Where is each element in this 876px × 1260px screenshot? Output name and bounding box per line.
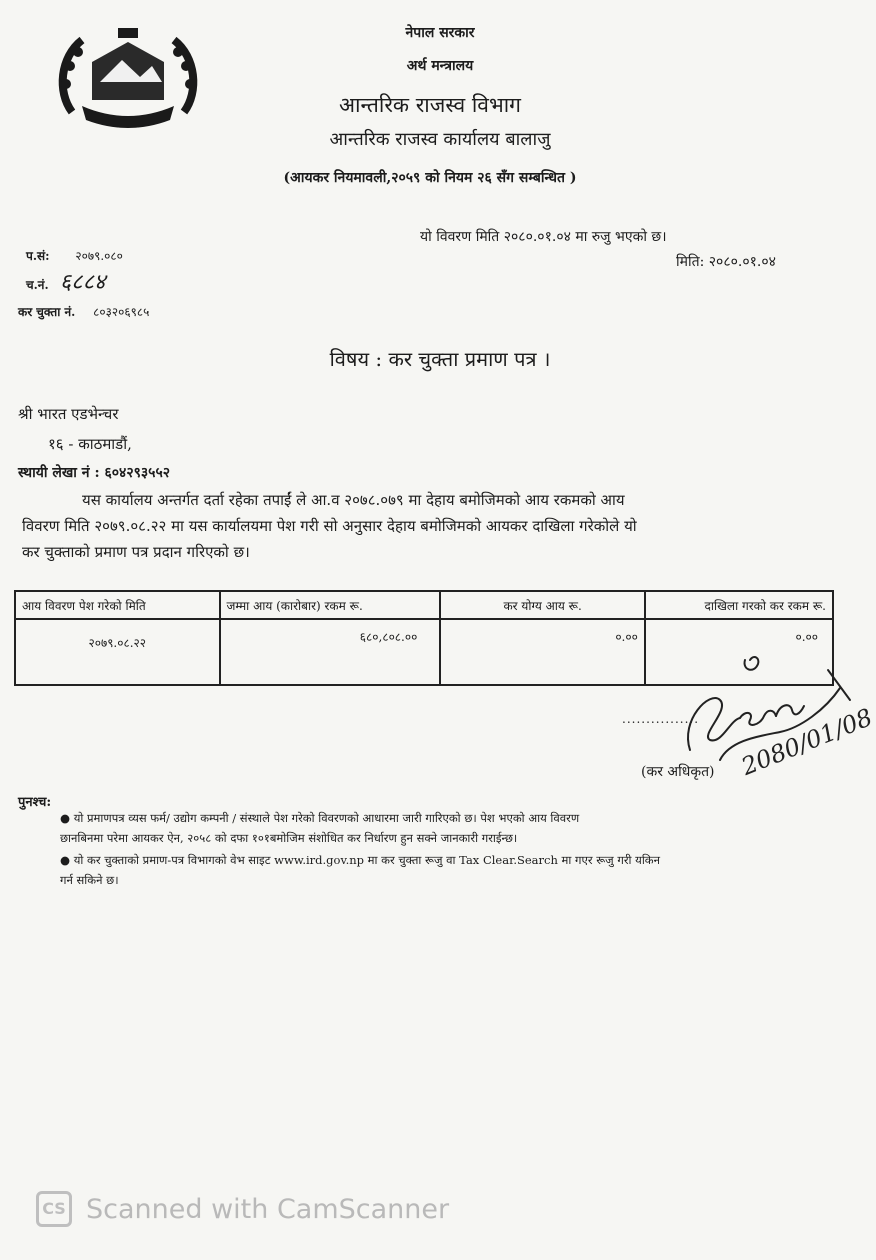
ref-cn-label: च.नं. <box>26 278 49 292</box>
ref-clearance-label: कर चुक्ता नं. <box>18 305 76 319</box>
header-office: आन्तरिक राजस्व कार्यालय बालाजु <box>329 129 551 150</box>
signatory-label: (कर अधिकृत) <box>641 764 715 780</box>
notes-heading: पुनश्च: <box>18 795 52 810</box>
col-header-return-date: आय विवरण पेश गरेको मिति <box>15 591 220 619</box>
svg-text:2080/01/08: 2080/01/08 <box>737 703 876 781</box>
cell-tax-paid: ०.०० <box>645 619 833 685</box>
ref-ps-value: २०७९.०८० <box>75 249 123 263</box>
note-2-line-2: गर्न सकिने छ। <box>60 873 119 887</box>
issue-date: मिति: २०८०.०१.०४ <box>676 254 776 270</box>
addressee-name: श्री भारत एडभेन्चर <box>18 405 119 423</box>
camscanner-watermark: Scanned with CamScanner <box>86 1194 450 1225</box>
note-2-line-1 <box>60 850 820 870</box>
header-ministry: अर्थ मन्त्रालय <box>406 58 474 74</box>
note-1-text: यो प्रमाणपत्र व्यस फर्म/ उद्योग कम्पनी / संस्थाले पेश गरेको विवरणको आधारमा जारी गारिएको छ। पेश भएको आय विवरण <box>73 811 580 825</box>
note-1-line-1 <box>60 808 820 828</box>
header-government: नेपाल सरकार <box>405 25 475 41</box>
ref-ps-label: प.सं: <box>26 249 50 263</box>
nepal-government-emblem <box>52 22 204 140</box>
body-line-1: यस कार्यालय अन्तर्गत दर्ता रहेका तपाईं ले आ.व २०७८.०७९ मा देहाय बमोजिमको आय रकमको आय <box>82 491 625 509</box>
ref-cn-value: ६८८४ <box>59 270 106 295</box>
verified-note: यो विवरण मिति २०८०.०१.०४ मा रुजु भएको छ। <box>420 229 667 245</box>
col-header-tax-paid: दाखिला गरको कर रकम रू. <box>645 591 833 619</box>
emblem-icon <box>52 22 204 140</box>
tax-table-header-row <box>15 591 833 619</box>
note-1 <box>60 808 820 848</box>
note-2-text: यो कर चुक्ताको प्रमाण-पत्र विभागको वेभ साइट www.ird.gov.np मा कर चुक्ता रूजु वा Tax Clear.Search मा गएर रूजु गरी यकिन <box>73 853 661 867</box>
ref-clearance <box>18 303 149 320</box>
ref-ps <box>26 247 123 264</box>
cell-taxable-income: ०.०० <box>440 619 645 685</box>
header-department: आन्तरिक राजस्व विभाग <box>338 93 521 117</box>
camscanner-logo: CS <box>36 1191 72 1227</box>
pan-number: स्थायी लेखा नं : ६०४२९३५५२ <box>18 465 171 481</box>
signature-dots: ................ <box>622 712 700 726</box>
ref-cn <box>26 266 106 296</box>
subject-line: विषय : कर चुक्ता प्रमाण पत्र । <box>329 347 551 371</box>
ref-clearance-value: ८०३२०६९८५ <box>93 305 150 319</box>
cell-return-date: २०७९.०८.२२ <box>15 619 220 685</box>
bullet-icon: ● <box>60 853 74 867</box>
note-1-line-2: छानबिनमा परेमा आयकर ऐन, २०५८ को दफा १०१बमोजिम संशोधित कर निर्धारण हुन सक्ने जानकारी गराईन्छ। <box>60 831 518 845</box>
body-line-2: विवरण मिति २०७९.०८.२२ मा यस कार्यालयमा पेश गरी सो अनुसार देहाय बमोजिमको आयकर दाखिला गरेकोले यो <box>22 517 637 535</box>
body-line-3: कर चुक्ताको प्रमाण पत्र प्रदान गरिएको छ। <box>22 543 250 561</box>
col-header-taxable-income: कर योग्य आय रू. <box>440 591 645 619</box>
header-rule-reference: (आयकर नियमावली,२०५९ को नियम २६ सँग सम्बन्धित ) <box>283 170 577 186</box>
col-header-total-income: जम्मा आय (कारोबार) रकम रू. <box>220 591 441 619</box>
note-2 <box>60 850 820 890</box>
addressee-address: १६ - काठमाडौं, <box>48 435 132 453</box>
bullet-icon: ● <box>60 811 74 825</box>
cell-total-income: ६८०,८०८.०० <box>220 619 441 685</box>
